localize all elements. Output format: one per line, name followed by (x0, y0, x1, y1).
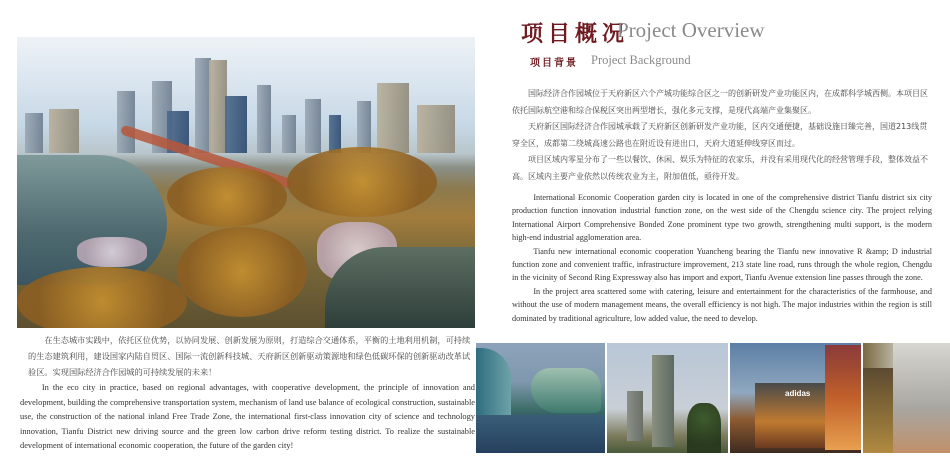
angled-block (863, 368, 893, 453)
body-en-paragraph: In the project area scattered some with catering, leisure and entertainment for the characteristics of the farmhouse, and without the use of modern management means, the overall efficiency is not high. The major industries within the region is still dominated by traditional agriculture, low added value, the need to develop. (512, 286, 932, 323)
caption-en-paragraph: In the eco city in practice, based on regional advantages, with cooperative development, the principle of innovation and development, building the comprehensive transportation system, mechanism of land use balance of ecological construction, sustainable use, the construction of the national inland Free Trade Zone, the international first-class innovation city of science and technology innovation, Tianfu District new driving source and the green low carbon drive reform testing district. To realize the sustainable development of international economic cooperation, the future of the garden city! (20, 383, 475, 451)
tree-cluster (167, 167, 287, 227)
page-title-cn: 项目概况 (521, 21, 630, 47)
tall-tower (652, 355, 674, 447)
body-cn-paragraph: 项目区域内零星分布了一些以餐饮、休闲、娱乐为特征的农家乐，并没有采用现代化的经营管理手段，整体效益不高。区域内主要产业依然以传统农业为主，附加值低，亟待开发。 (512, 155, 928, 181)
left-caption-cn (28, 332, 478, 380)
store-sign: adidas (785, 389, 811, 398)
body-cn-paragraph: 天府新区国际经济合作园城承载了天府新区创新研发产业功能，区内交通便捷，基础设施日臻完善，国道213线贯穿全区，成都第二绕城高速公路也在附近设有进出口，天府大道延伸线穿区而过。 (512, 122, 928, 148)
background-body-en (512, 191, 932, 325)
caption-cn-paragraph: 在生态城市实践中，依托区位优势，以协同发展、创新发展为原则，打造综合交通体系，平衡的土地利用机制，可持续的生态建筑利用，建设国家内陆自贸区、国际一流创新科技城、天府新区创新驱动策源地和绿色低碳环保的创新驱动改革试验区。实现国际经济合作园城的可持续发展的未来！ (28, 335, 471, 377)
skyline-building (257, 85, 271, 153)
reflection-pool (476, 415, 605, 453)
skyline-building (377, 83, 409, 153)
skyline-building (117, 91, 135, 153)
skyline-building (329, 115, 341, 153)
tree-cluster (17, 267, 187, 328)
hero-aerial-image (17, 37, 475, 328)
skyline-building (49, 109, 79, 153)
body-cn-paragraph: 国际经济合作园城位于天府新区六个产城功能综合区之一的创新研发产业功能区内，在成都科学城西侧。本项目区依托国际航空港和综合保税区突出两型增长，强化多元支撑，是现代高端产业集聚区。 (512, 89, 928, 115)
section-title-en: Project Background (591, 53, 691, 67)
body-en-paragraph: Tianfu new international economic cooperation Yuancheng bearing the Tianfu new innovative R &amp; D industrial function zone and convenient traffic, infrastructure improvement, 213 state line road, runs through the whole region, Chengdu in the vicinity of Second Ring Expressway also has import and export, Tianfu Avenue extension line passes through the zone. (512, 246, 932, 283)
background-body-cn (512, 86, 932, 186)
tree-cluster (177, 227, 307, 317)
left-caption-en (20, 381, 475, 454)
glass-tower (476, 348, 511, 418)
glass-facade (893, 343, 950, 453)
skyline-building (357, 101, 371, 153)
photo-glass-facade (863, 343, 950, 453)
skyline-building (305, 99, 321, 153)
blossom-cluster (77, 237, 147, 267)
photo-retail-complex (730, 343, 861, 453)
skyline-building (417, 105, 455, 153)
section-title-cn: 项目背景 (530, 58, 578, 69)
skyline-building (282, 115, 296, 153)
short-tower (627, 391, 643, 441)
photo-residential-towers (607, 343, 728, 453)
skyline-building (25, 113, 43, 153)
photo-glass-wave-building (476, 343, 605, 453)
palm-trees (687, 403, 721, 453)
page-title-en: Project Overview (617, 18, 765, 42)
lit-tower (825, 345, 861, 450)
skyline-building (225, 96, 247, 153)
tree-cluster (287, 147, 437, 217)
canal (325, 247, 475, 328)
wave-building (531, 368, 601, 413)
body-en-paragraph: International Economic Cooperation garden city is located in one of the comprehensive district Tianfu district six city production function innovation industrial function zone, on the west side of the Chengdu science city. The project relying International Airport Comprehensive Bonded Zone prominent type two growth, strengthening multi support, is the modern high-end industrial agglomeration area. (512, 193, 932, 243)
